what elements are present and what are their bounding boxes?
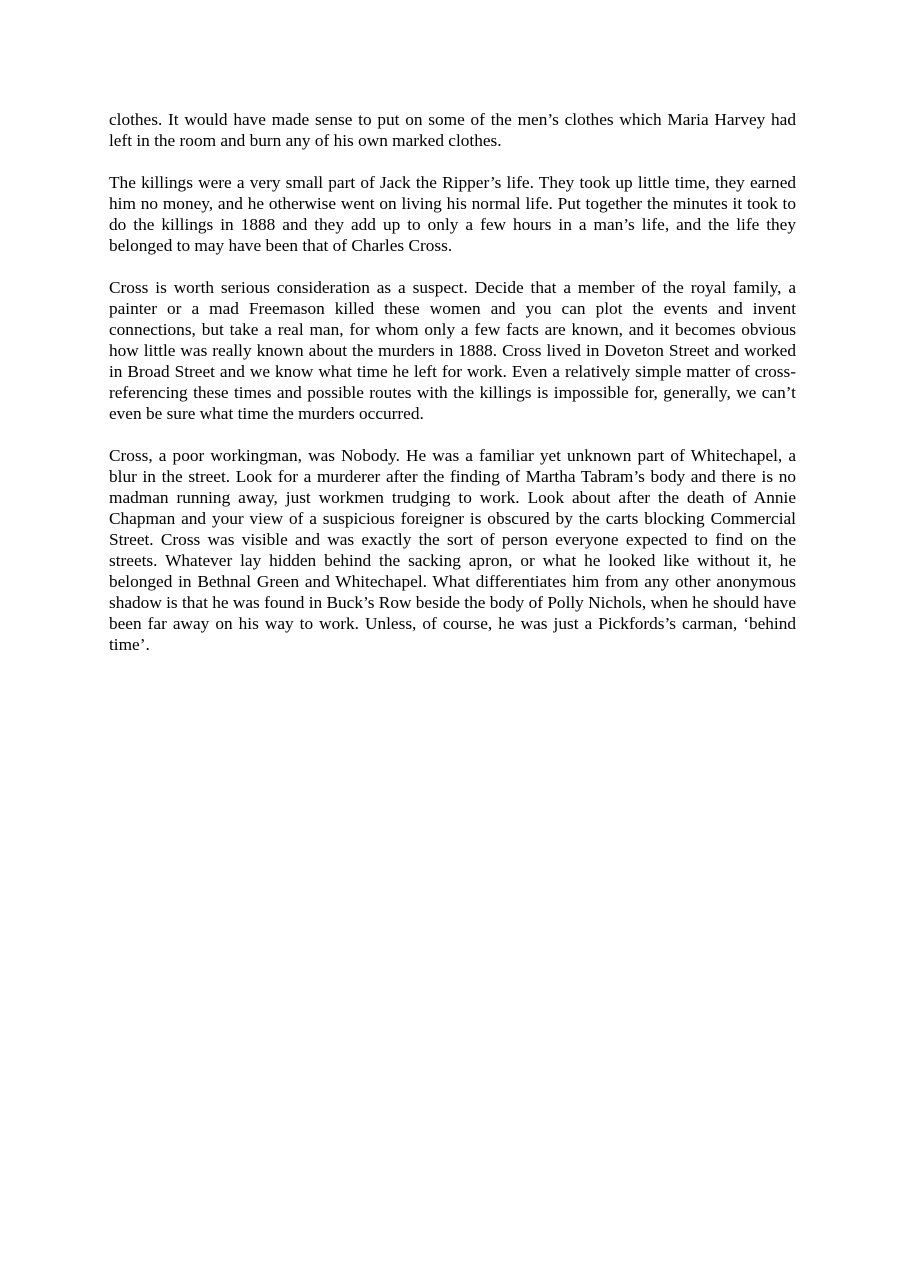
paragraph-3: Cross is worth serious consideration as a suspect. Decide that a member of the royal family, a painter or a mad Freemason killed these women and you can plot the events and invent connections, but take a real man, for whom only a few facts are known, and it becomes obvious how little was really known about the murders in 1888. Cross lived in Doveton Street and worked in Broad Street and we know what time he left for work. Even a relatively simple matter of cross-referencing these times and possible routes with the killings is impossible for, generally, we can’t even be sure what time the murders occurred. <box>109 278 796 423</box>
body-text <box>109 109 796 676</box>
paragraph-1: clothes. It would have made sense to put on some of the men’s clothes which Maria Harvey had left in the room and burn any of his own marked clothes. <box>109 110 796 150</box>
paragraph-4: Cross, a poor workingman, was Nobody. He was a familiar yet unknown part of Whitechapel, a blur in the street. Look for a murderer after the finding of Martha Tabram’s body and there is no madman running away, just workmen trudging to work. Look about after the death of Annie Chapman and your view of a suspicious foreigner is obscured by the carts blocking Commercial Street. Cross was visible and was exactly the sort of person everyone expected to find on the streets. Whatever lay hidden behind the sacking apron, or what he looked like without it, he belonged in Bethnal Green and Whitechapel. What differentiates him from any other anonymous shadow is that he was found in Buck’s Row beside the body of Polly Nichols, when he should have been far away on his way to work. Unless, of course, he was just a Pickfords’s carman, ‘behind time’. <box>109 446 796 654</box>
paragraph-2: The killings were a very small part of Jack the Ripper’s life. They took up little time, they earned him no money, and he otherwise went on living his normal life. Put together the minutes it took to do the killings in 1888 and they add up to only a few hours in a man’s life, and the life they belonged to may have been that of Charles Cross. <box>109 173 796 255</box>
